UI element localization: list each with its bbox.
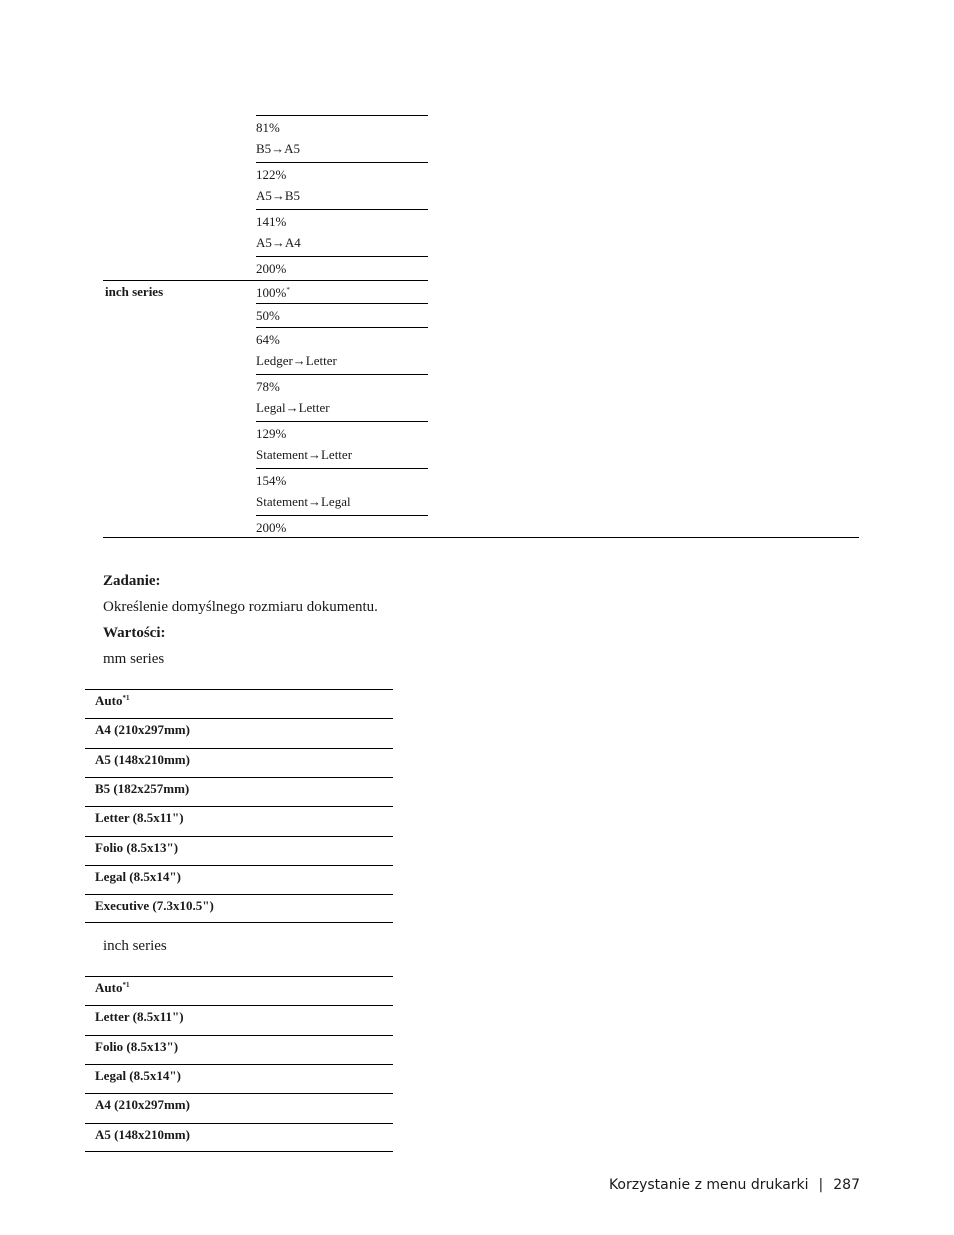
option-label: Executive (7.3x10.5") bbox=[95, 898, 214, 914]
option-row bbox=[85, 689, 393, 718]
option-row bbox=[85, 1123, 393, 1152]
zoom-table bbox=[103, 115, 859, 538]
inch-zoom-row bbox=[256, 468, 428, 515]
option-row bbox=[85, 976, 393, 1005]
zoom-conversion: Statement→Legal bbox=[256, 493, 351, 509]
zoom-percent: 50% bbox=[256, 308, 280, 323]
option-row bbox=[85, 806, 393, 835]
inch-zoom-row bbox=[256, 280, 428, 304]
option-label: Folio (8.5x13") bbox=[95, 839, 179, 855]
inch-series-label: inch series bbox=[103, 938, 167, 954]
task-description: Określenie domyślnego rozmiaru dokumentu. bbox=[103, 599, 378, 615]
option-row bbox=[85, 1093, 393, 1122]
option-label: A5 (148x210mm) bbox=[95, 1126, 190, 1142]
mm-zoom-row bbox=[256, 256, 428, 280]
option-label: A5 (148x210mm) bbox=[95, 751, 190, 767]
page-footer bbox=[609, 1177, 860, 1193]
zoom-percent: 81% bbox=[256, 120, 280, 135]
zoom-percent: 200% bbox=[256, 519, 287, 535]
inch-zoom-row bbox=[256, 374, 428, 421]
zoom-conversion: Legal→Letter bbox=[256, 399, 330, 415]
option-row bbox=[85, 1005, 393, 1034]
footnote-marker: *1 bbox=[122, 981, 130, 989]
zoom-percent: 78% bbox=[256, 378, 280, 394]
zoom-percent: 154% bbox=[256, 472, 287, 488]
zoom-percent: 122% bbox=[256, 167, 287, 182]
inch-series-group-label: inch series bbox=[105, 283, 164, 299]
mm-series-label: mm series bbox=[103, 651, 165, 667]
zoom-conversion: B5→A5 bbox=[256, 141, 301, 156]
footnote-marker: *1 bbox=[122, 694, 130, 702]
option-label: Legal (8.5x14") bbox=[95, 868, 181, 884]
footer-section-title: Korzystanie z menu drukarki bbox=[608, 1177, 809, 1193]
zoom-percent: 200% bbox=[256, 261, 287, 276]
footer-separator: | bbox=[818, 1177, 824, 1193]
option-label: Letter (8.5x11") bbox=[95, 1009, 184, 1025]
zoom-percent: 141% bbox=[256, 214, 287, 229]
option-label: Legal (8.5x14") bbox=[95, 1067, 181, 1083]
mm-zoom-row bbox=[256, 115, 428, 162]
group-divider bbox=[103, 280, 256, 281]
page-number: 287 bbox=[833, 1177, 860, 1193]
option-row bbox=[85, 777, 393, 806]
option-row bbox=[85, 894, 393, 923]
zoom-conversion: Statement→Letter bbox=[256, 446, 353, 462]
values-heading: Wartości: bbox=[103, 625, 166, 641]
zoom-conversion: Ledger→Letter bbox=[256, 352, 337, 368]
option-label: Auto$^{*1}$ bbox=[95, 693, 130, 708]
option-row bbox=[85, 1064, 393, 1093]
zoom-conversion: A5→A4 bbox=[256, 235, 301, 250]
mm-zoom-row bbox=[256, 162, 428, 209]
default-marker: * bbox=[286, 285, 290, 294]
task-heading: Zadanie: bbox=[103, 573, 161, 589]
mm-zoom-row bbox=[256, 209, 428, 256]
option-row bbox=[85, 718, 393, 747]
option-label: Folio (8.5x13") bbox=[95, 1038, 179, 1054]
inch-zoom-row bbox=[256, 303, 428, 327]
option-row bbox=[85, 1035, 393, 1064]
option-label: Auto$^{*1}$ bbox=[95, 980, 130, 995]
zoom-conversion: A5→B5 bbox=[256, 188, 301, 203]
zoom-percent: 64% bbox=[256, 331, 280, 347]
option-row bbox=[85, 748, 393, 777]
zoom-percent: 129% bbox=[256, 425, 287, 441]
inch-zoom-row bbox=[256, 515, 428, 539]
inch-zoom-row bbox=[256, 327, 428, 374]
option-label: B5 (182x257mm) bbox=[95, 780, 190, 796]
option-label: A4 (210x297mm) bbox=[95, 722, 190, 738]
inch-zoom-row bbox=[256, 421, 428, 468]
option-row bbox=[85, 836, 393, 865]
zoom-percent: 100%* bbox=[256, 284, 290, 300]
option-row bbox=[85, 865, 393, 894]
option-label: A4 (210x297mm) bbox=[95, 1097, 190, 1113]
option-label: Letter (8.5x11") bbox=[95, 810, 184, 826]
